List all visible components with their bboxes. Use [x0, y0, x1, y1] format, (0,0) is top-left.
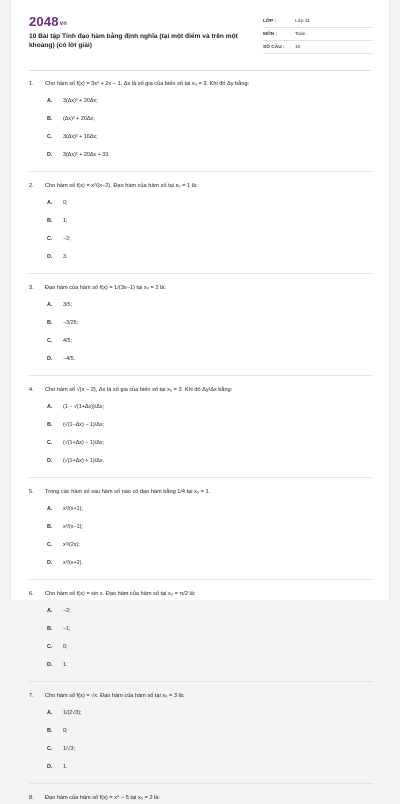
question-number: 8.: [29, 795, 34, 801]
option-letter: A.: [47, 302, 53, 308]
option-text: 1.: [63, 764, 68, 770]
question-number: 4.: [29, 387, 34, 393]
option-text: 4/5;: [63, 338, 72, 344]
option-letter: D.: [47, 356, 53, 362]
option-text: x²/(x+1);: [63, 506, 83, 512]
meta-label: LỚP :: [263, 19, 277, 24]
option-text: −2;: [63, 608, 71, 614]
question-number: 5.: [29, 489, 34, 495]
header-divider: [29, 70, 371, 71]
option-text: (1 − √(1+Δx))/Δx;: [63, 404, 105, 410]
document-page: [10, 0, 390, 801]
option-letter: C.: [47, 338, 53, 344]
question-6: [29, 590, 373, 682]
question-text: Cho hàm số √(x − 2), Δx là số gia của biến số tại x₀ = 3. Khi đó Δy/Δx bằng:: [45, 387, 233, 393]
option-d[interactable]: [47, 253, 219, 261]
option-a[interactable]: [47, 301, 219, 309]
document-header: [11, 0, 389, 62]
option-b[interactable]: [47, 523, 219, 531]
question-text: Cho hàm số f(x) = x²/(x−2). Đạo hàm của hàm số tại x₀ = 1 là:: [45, 183, 198, 189]
option-text: 3/5;: [63, 302, 72, 308]
option-letter: A.: [47, 608, 53, 614]
option-text: 3(Δx)² + 20Δx;: [63, 98, 98, 104]
option-c[interactable]: [47, 643, 219, 651]
question-text: Cho hàm số f(x) = sin x. Đạo hàm của hàm số tại x₀ = π/2 là:: [45, 591, 196, 597]
option-letter: C.: [47, 746, 53, 752]
option-text: 3.: [63, 254, 68, 260]
question-1: [29, 80, 373, 172]
option-letter: B.: [47, 422, 53, 428]
option-a[interactable]: [47, 199, 219, 207]
option-letter: D.: [47, 764, 53, 770]
logo-text: 2048: [29, 14, 59, 29]
question-divider: [29, 171, 373, 172]
option-c[interactable]: [47, 745, 219, 753]
question-text: Đạo hàm của hàm số f(x) = 1/(3x−1) tại x₀ = 2 là:: [45, 285, 166, 291]
option-letter: D.: [47, 560, 53, 566]
option-text: −4/5.: [63, 356, 76, 362]
option-text: 0;: [63, 200, 68, 206]
option-text: 0;: [63, 644, 68, 650]
option-letter: B.: [47, 626, 53, 632]
logo-suffix: vn: [59, 21, 68, 27]
option-letter: D.: [47, 662, 53, 668]
question-number: 3.: [29, 285, 34, 291]
option-text: (√(1−Δx) − 1)/Δx;: [63, 422, 105, 428]
question-number: 7.: [29, 693, 34, 699]
option-b[interactable]: [47, 217, 219, 225]
option-d[interactable]: [47, 559, 219, 567]
option-letter: B.: [47, 524, 53, 530]
question-divider: [29, 681, 373, 682]
option-text: x²/(x−1);: [63, 524, 83, 530]
option-letter: D.: [47, 458, 53, 464]
option-b[interactable]: [47, 319, 219, 327]
question-text: Đạo hàm của hàm số f(x) = x⁴ − 5 tại x₀ = 2 là:: [45, 795, 160, 801]
question-divider: [29, 579, 373, 580]
question-divider: [29, 477, 373, 478]
option-letter: C.: [47, 440, 53, 446]
question-text: Cho hàm số f(x) = 3x² + 2x − 1, Δx là số gia của biến số tại x₀ = 3. Khi đó Δy bằng:: [45, 81, 250, 87]
option-c[interactable]: [47, 337, 219, 345]
option-letter: C.: [47, 644, 53, 650]
option-text: 0;: [63, 728, 68, 734]
option-d[interactable]: [47, 355, 219, 363]
question-4: [29, 386, 373, 478]
option-letter: A.: [47, 506, 53, 512]
option-letter: A.: [47, 98, 53, 104]
option-c[interactable]: [47, 541, 219, 549]
option-c[interactable]: [47, 235, 219, 243]
option-letter: B.: [47, 728, 53, 734]
meta-value: 10: [295, 45, 301, 50]
option-text: 3(Δx)² + 16Δx;: [63, 134, 98, 140]
option-letter: C.: [47, 236, 53, 242]
option-a[interactable]: [47, 709, 219, 717]
question-7: [29, 692, 373, 784]
question-text: Trong các hàm số sau hàm số nào có đạo hàm bằng 1/4 tại x₀ = 1.: [45, 489, 211, 495]
question-list: [29, 80, 373, 804]
meta-label: SỐ CÂU :: [263, 45, 285, 50]
option-d[interactable]: [47, 763, 219, 771]
meta-count-row: [263, 42, 373, 54]
question-number: 6.: [29, 591, 34, 597]
question-text: Cho hàm số f(x) = √x. Đạo hàm của hàm số tại x₀ = 3 là:: [45, 693, 185, 699]
option-text: −3/25;: [63, 320, 79, 326]
option-text: −2;: [63, 236, 71, 242]
question-5: [29, 488, 373, 580]
option-letter: A.: [47, 404, 53, 410]
meta-value: Toán: [295, 32, 306, 37]
option-letter: B.: [47, 218, 53, 224]
option-b[interactable]: [47, 115, 219, 123]
document-meta: [263, 16, 373, 55]
option-text: 1;: [63, 218, 68, 224]
meta-label: MÔN :: [263, 32, 278, 37]
question-divider: [29, 783, 373, 784]
option-b[interactable]: [47, 625, 219, 633]
question-3: [29, 284, 373, 376]
option-b[interactable]: [47, 421, 219, 429]
question-2: [29, 182, 373, 274]
option-letter: D.: [47, 254, 53, 260]
option-text: (Δx)² + 20Δx;: [63, 116, 95, 122]
option-letter: A.: [47, 710, 53, 716]
meta-class-row: [263, 16, 373, 28]
option-text: x²/(x+2).: [63, 560, 83, 566]
option-text: 1/(2√3);: [63, 710, 82, 716]
option-letter: D.: [47, 152, 53, 158]
option-text: 3(Δx)² + 20Δx + 33.: [63, 152, 110, 158]
option-c[interactable]: [47, 439, 219, 447]
option-d[interactable]: [47, 151, 219, 159]
option-a[interactable]: [47, 403, 219, 411]
question-8: [29, 794, 373, 804]
option-d[interactable]: [47, 661, 219, 669]
option-letter: A.: [47, 200, 53, 206]
meta-subject-row: [263, 29, 373, 41]
option-letter: B.: [47, 116, 53, 122]
option-b[interactable]: [47, 727, 219, 735]
option-text: −1;: [63, 626, 71, 632]
option-text: (√(1+Δx) + 1)/Δx.: [63, 458, 105, 464]
question-divider: [29, 273, 373, 274]
option-text: x²/(2x);: [63, 542, 80, 548]
question-number: 1.: [29, 81, 34, 87]
site-logo[interactable]: [29, 14, 67, 29]
option-text: (√(1+Δx) − 1)/Δx;: [63, 440, 105, 446]
meta-value: Lớp 11: [295, 19, 310, 24]
option-letter: B.: [47, 320, 53, 326]
option-text: 1.: [63, 662, 68, 668]
question-divider: [29, 375, 373, 376]
option-a[interactable]: [47, 97, 219, 105]
option-a[interactable]: [47, 505, 219, 513]
option-a[interactable]: [47, 607, 219, 615]
document-title: 10 Bài tập Tính đạo hàm bằng định nghĩa (tại một điểm và trên một khoảng) (có lời giải): [29, 33, 238, 49]
option-letter: C.: [47, 542, 53, 548]
option-letter: C.: [47, 134, 53, 140]
option-c[interactable]: [47, 133, 219, 141]
question-number: 2.: [29, 183, 34, 189]
option-d[interactable]: [47, 457, 219, 465]
option-text: 1/√3;: [63, 746, 75, 752]
